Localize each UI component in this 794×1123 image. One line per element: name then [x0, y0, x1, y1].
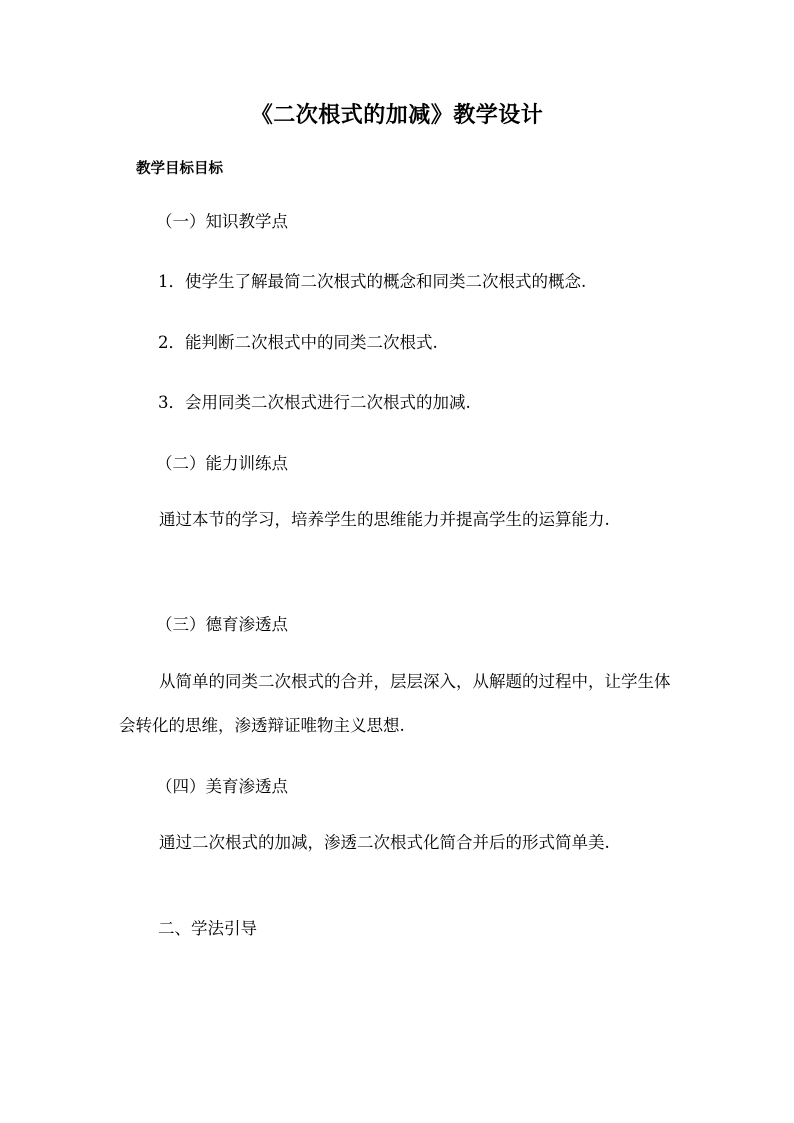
section-subtitle: 教学目标目标 [136, 160, 223, 177]
section-heading-moral: （三）德育渗透点 [156, 615, 288, 634]
paragraph-ability: 通过本节的学习，培养学生的思维能力并提高学生的运算能力. [159, 510, 610, 529]
list-item: 3．会用同类二次根式进行二次根式的加减. [158, 393, 471, 412]
section-heading-study-guide: 二、学法引导 [158, 919, 257, 938]
section-heading-aesthetic: （四）美育渗透点 [156, 777, 288, 796]
section-heading-knowledge: （一）知识教学点 [156, 212, 288, 231]
paragraph-aesthetic: 通过二次根式的加减，渗透二次根式化简合并后的形式简单美. [159, 833, 610, 852]
paragraph-moral: 从简单的同类二次根式的合并，层层深入，从解题的过程中，让学生体会转化的思维，渗透辩证唯物主义思想. [119, 672, 671, 735]
list-item: 1．使学生了解最简二次根式的概念和同类二次根式的概念. [158, 272, 587, 291]
list-item: 2．能判断二次根式中的同类二次根式. [158, 333, 438, 352]
document-title: 《二次根式的加减》教学设计 [250, 102, 544, 128]
section-heading-ability: （二）能力训练点 [156, 454, 288, 473]
